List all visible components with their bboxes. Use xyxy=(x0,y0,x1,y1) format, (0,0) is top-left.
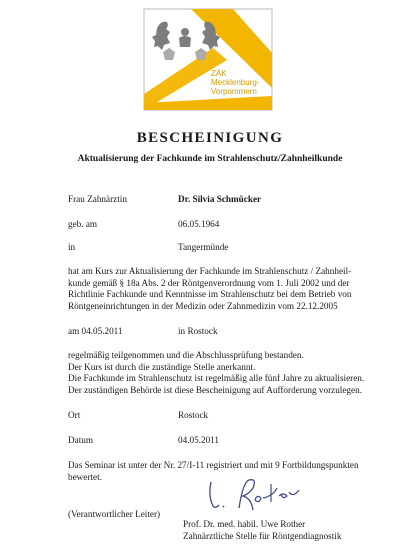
birth-date: 06.05.1964 xyxy=(178,219,220,229)
leader-label: (Verantwortlicher Leiter) xyxy=(68,509,161,519)
logo-line: Mecklenburg- xyxy=(211,78,260,87)
registration-line: bewertet. xyxy=(68,471,102,482)
signature-image xyxy=(205,474,305,514)
result-line: regelmäßig teilgenommen und die Abschlussprüfung bestanden. xyxy=(68,350,304,360)
result-line: Der zuständigen Behörde ist diese Bescheinigung auf Aufforderung vorzulegen. xyxy=(68,384,362,395)
document-title: BESCHEINIGUNG xyxy=(136,130,284,146)
result-line: Der Kurs ist durch die zuständige Stelle anerkannt. xyxy=(68,361,256,372)
course-line: kunde gemäß § 18a Abs. 2 der Röntgenverordnung vom 1. Juli 2002 und der xyxy=(68,277,350,288)
location-value: Rostock xyxy=(178,410,209,420)
place-label: in xyxy=(68,242,76,252)
salutation-label: Frau Zahnärztin xyxy=(68,194,127,204)
logo-line: Vorpommern xyxy=(211,87,257,96)
course-date: am 04.05.2011 xyxy=(68,326,123,336)
document-subtitle: Aktualisierung der Fachkunde im Strahlenschutz/Zahnheilkunde xyxy=(77,154,343,164)
course-line: hat am Kurs zur Aktualisierung der Fachkunde im Strahlenschutz / Zahnheil- xyxy=(68,266,352,276)
location-label: Ort xyxy=(68,410,81,420)
person-name: Dr. Silvia Schmücker xyxy=(178,194,262,204)
logo-line: ZÄK xyxy=(211,69,227,78)
course-paragraph xyxy=(68,266,351,312)
birth-label: geb. am xyxy=(68,219,98,229)
signatory-name: Prof. Dr. med. habil. Uwe Rother xyxy=(183,519,306,529)
registration-line: Das Seminar ist unter der Nr. 27/I-11 registriert und mit 9 Fortbildungspunkten xyxy=(68,460,359,470)
birth-place: Tangermünde xyxy=(178,242,229,252)
date-label: Datum xyxy=(68,435,94,445)
course-line: Richtlinie Fachkunde und Kenntnisse im Strahlenschutz bei dem Betrieb von xyxy=(68,289,352,299)
result-paragraph xyxy=(68,350,364,396)
date-value: 04.05.2011 xyxy=(178,435,220,445)
signatory-role: Zahnärztliche Stelle für Röntgendiagnostik xyxy=(183,531,342,541)
result-line: Die Fachkunde im Strahlenschutz ist regelmäßig alle fünf Jahre zu aktualisieren. xyxy=(68,373,365,383)
course-place: in Rostock xyxy=(178,326,218,336)
logo-text xyxy=(211,69,259,96)
course-line: Röntgeneinrichtungen in der Medizin oder Zahnmedizin vom 22.12.2005 xyxy=(68,300,338,311)
